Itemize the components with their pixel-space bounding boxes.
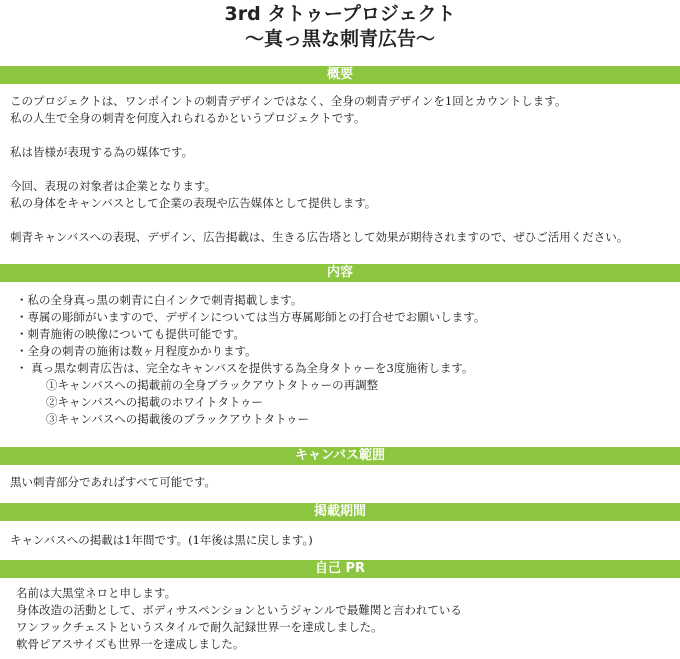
title-line-1: 3rd タトゥープロジェクト [224, 3, 456, 25]
content-bullet: ・私の全身真っ黒の刺青に白インクで刺青掲載します。 [16, 293, 303, 307]
section-heading-period: 掲載期間 [0, 503, 680, 521]
content-step: ②キャンバスへの掲載のホワイトタトゥー [46, 395, 264, 409]
content-bullet: ・刺青施術の映像についても提供可能です。 [16, 327, 245, 341]
pr-line: 身体改造の活動として、ボディサスペンションというジャンルで最難関と言われている [16, 603, 462, 617]
canvas-range-body [0, 474, 680, 491]
pr-line: 軟骨ピアスサイズも世界一を達成しました。 [16, 637, 245, 651]
overview-line: 今回、表現の対象者は企業となります。 [10, 179, 217, 193]
content-step: ③キャンバスへの掲載後のブラックアウトタトゥー [46, 412, 310, 426]
content-bullet: ・全身の刺青の施術は数ヶ月程度かかります。 [16, 344, 257, 358]
period-body [0, 532, 680, 549]
section-heading-canvas-range: キャンバス範囲 [0, 447, 680, 465]
section-heading-pr: 自己 PR [0, 560, 680, 578]
overview-line: 私は皆様が表現する為の媒体です。 [10, 145, 194, 159]
canvas-range-text: 黒い刺青部分であればすべて可能です。 [10, 475, 216, 489]
overview-line: このプロジェクトは、ワンポイントの刺青デザインではなく、全身の刺青デザインを1回とカウントします。 [10, 94, 567, 108]
overview-line: 私の人生で全身の刺青を何度入れられるかというプロジェクトです。 [10, 111, 366, 125]
section-heading-content: 内容 [0, 264, 680, 282]
content-step: ①キャンバスへの掲載前の全身ブラックアウトタトゥーの再調整 [46, 378, 379, 392]
content-body [0, 292, 680, 428]
content-bullet: ・ 真っ黒な刺青広告は、完全なキャンバスを提供する為全身タトゥーを3度施術します。 [16, 361, 474, 375]
section-heading-overview: 概要 [0, 66, 680, 84]
overview-line: 私の身体をキャンバスとして企業の表現や広告媒体として提供します。 [10, 196, 377, 210]
pr-line: ワンフックチェストというスタイルで耐久記録世界一を達成しました。 [16, 620, 383, 634]
pr-line: 名前は大黒堂ネロと申します。 [16, 586, 177, 600]
pr-body [0, 585, 680, 653]
period-text: キャンバスへの掲載は1年間です。(1年後は黒に戻します。) [10, 533, 313, 547]
title-line-2: ～真っ黒な刺青広告～ [244, 28, 435, 50]
content-bullet: ・専属の彫師がいますので、デザインについては当方専属彫師との打合せでお願いします。 [16, 310, 486, 324]
overview-body [0, 93, 680, 246]
overview-line: 刺青キャンバスへの表現、デザイン、広告掲載は、生きる広告塔として効果が期待されますので、ぜひご活用ください。 [10, 230, 629, 244]
